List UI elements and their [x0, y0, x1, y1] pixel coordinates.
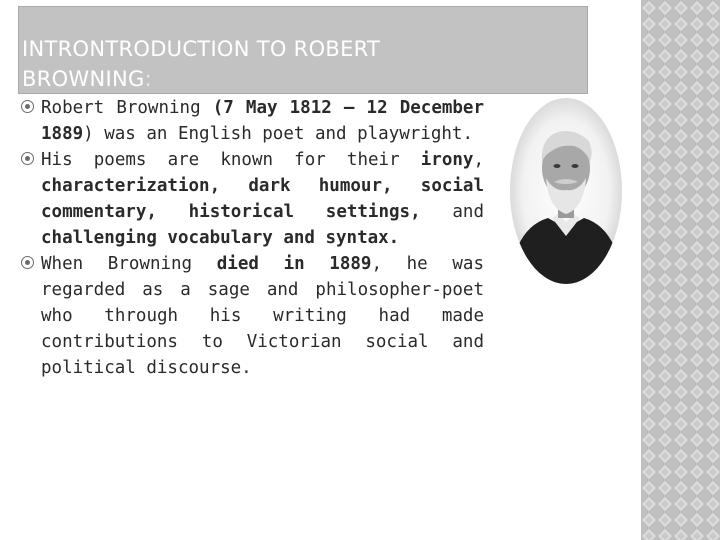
title-line-1: INTRONTRODUCTION TO ROBERT	[22, 37, 381, 61]
bullet-item-3	[18, 251, 484, 381]
text-run-bold: characterization, dark humour, social commentary, historical settings,	[41, 176, 484, 222]
portrait-eye-right	[572, 164, 579, 168]
decorative-side-strip	[641, 0, 720, 540]
text-run-bold: challenging vocabulary and syntax.	[41, 228, 400, 248]
bullet-text	[41, 147, 484, 251]
bullet-item-1	[18, 95, 484, 147]
portrait-eye-left	[554, 164, 561, 168]
bullet-list	[18, 95, 484, 381]
title-colon: :	[144, 67, 152, 91]
circled-dot-bullet-icon	[21, 256, 34, 269]
text-run: His poems are known for their	[41, 150, 421, 170]
text-run: ,	[473, 150, 484, 170]
text-run: Robert Browning	[41, 98, 213, 118]
text-run: When Browning	[41, 254, 217, 274]
text-run: , he was regarded as a sage and philosopher-poet who through his writing had made contributions to Victorian social and political discourse.	[41, 254, 484, 378]
circled-dot-bullet-icon	[21, 152, 34, 165]
title-line-2: BROWNING	[22, 67, 145, 91]
bullet-item-2	[18, 147, 484, 251]
text-run: and	[420, 202, 484, 222]
page-title	[22, 34, 562, 94]
bullet-text	[41, 251, 484, 381]
bullet-text	[41, 95, 484, 147]
title-banner	[18, 6, 588, 94]
text-run-bold: died in 1889	[216, 254, 372, 274]
text-run: ) was an English poet and playwright.	[83, 124, 473, 144]
text-run-bold: (7 May 1812 – 12 December 1889	[41, 98, 484, 144]
circled-dot-bullet-icon	[21, 100, 34, 113]
text-run-bold: irony	[420, 150, 474, 170]
portrait-photo	[508, 96, 624, 286]
